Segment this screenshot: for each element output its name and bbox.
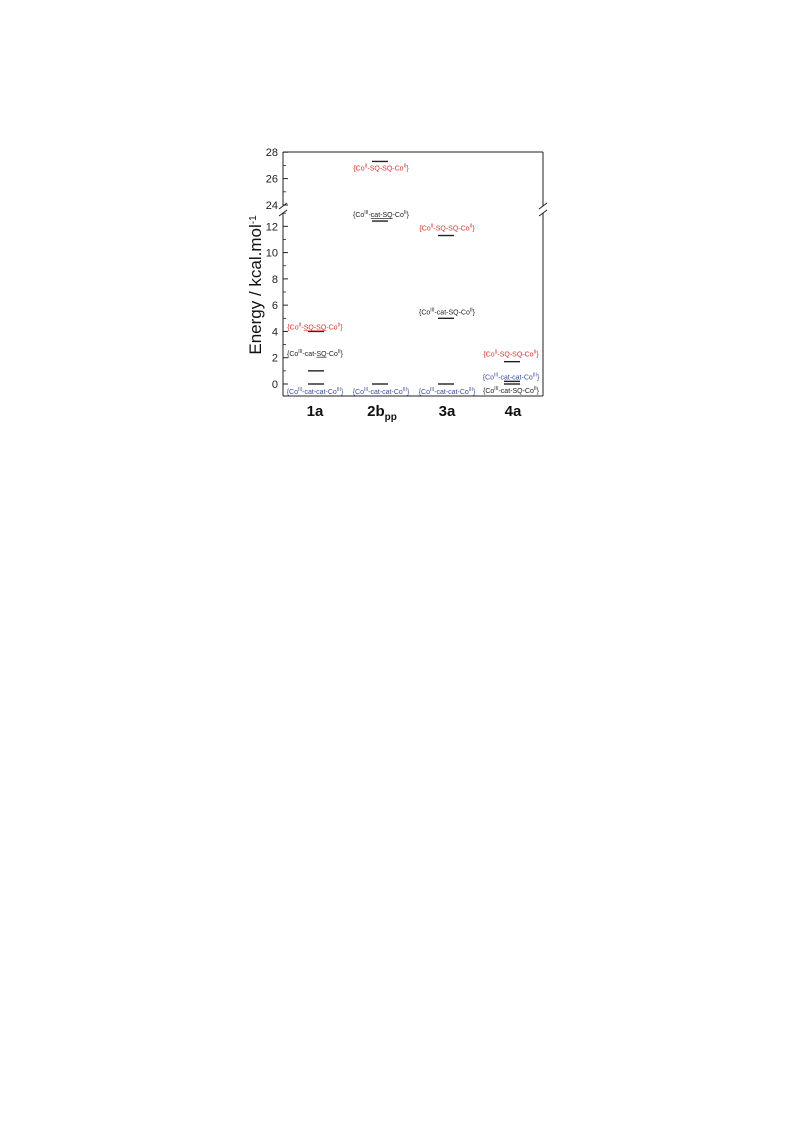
energy-level-label: $\{Co^{III}-cat-cat-Co^{III}\}$: [418, 387, 476, 396]
y-tick-label: 10: [265, 247, 278, 260]
y-tick-label: 24: [265, 200, 278, 212]
energy-level-label: $\{Co^{III}-cat-cat-Co^{III}\}$: [352, 387, 410, 396]
energy-level-label: $\{Co^{III}-cat-SQ-Co^{II}\}$: [419, 307, 475, 317]
y-tick-label: 0: [271, 379, 278, 391]
y-tick-label: 2: [271, 352, 278, 365]
energy-level-label: $\{Co^{III}-cat-cat-Co^{III}\}$: [482, 372, 540, 382]
energy-level-label: $\{Co^{II}-SQ-SQ-Co^{II}\}$: [483, 349, 539, 359]
category-label: 4a: [504, 403, 522, 420]
category-label: 3a: [438, 403, 456, 420]
category-label: 1a: [306, 403, 324, 420]
energy-level-label: $\{Co^{II}-SQ-SQ-Co^{II}\}$: [287, 322, 343, 332]
y-tick-label: 28: [265, 147, 278, 160]
y-tick-label: 8: [271, 273, 278, 286]
energy-level-label: $\{Co^{III}-cat-SQ-Co^{II}\}$: [287, 348, 343, 358]
y-tick-label: 4: [271, 326, 278, 339]
energy-level-label: $\{Co^{II}-SQ-SQ-Co^{II}\}$: [419, 223, 475, 233]
y-tick-label: 26: [265, 173, 278, 186]
category-label: $2b_{pp}$: [367, 403, 397, 423]
y-axis-title: Energy / kcal.mol$^{-1}$: [246, 215, 265, 355]
energy-level-label: $\{Co^{II}-SQ-SQ-Co^{II}\}$: [353, 163, 409, 173]
y-tick-label: 6: [271, 300, 278, 313]
energy-level-label: $\{Co^{III}-cat-SQ-Co^{II}\}$: [483, 386, 539, 395]
y-tick-label: 12: [265, 221, 278, 234]
energy-level-label: $\{Co^{III}-cat-SQ-Co^{II}\}$: [352, 210, 410, 220]
energy-level-label: $\{Co^{III}-cat-cat-Co^{III}\}$: [286, 387, 344, 396]
